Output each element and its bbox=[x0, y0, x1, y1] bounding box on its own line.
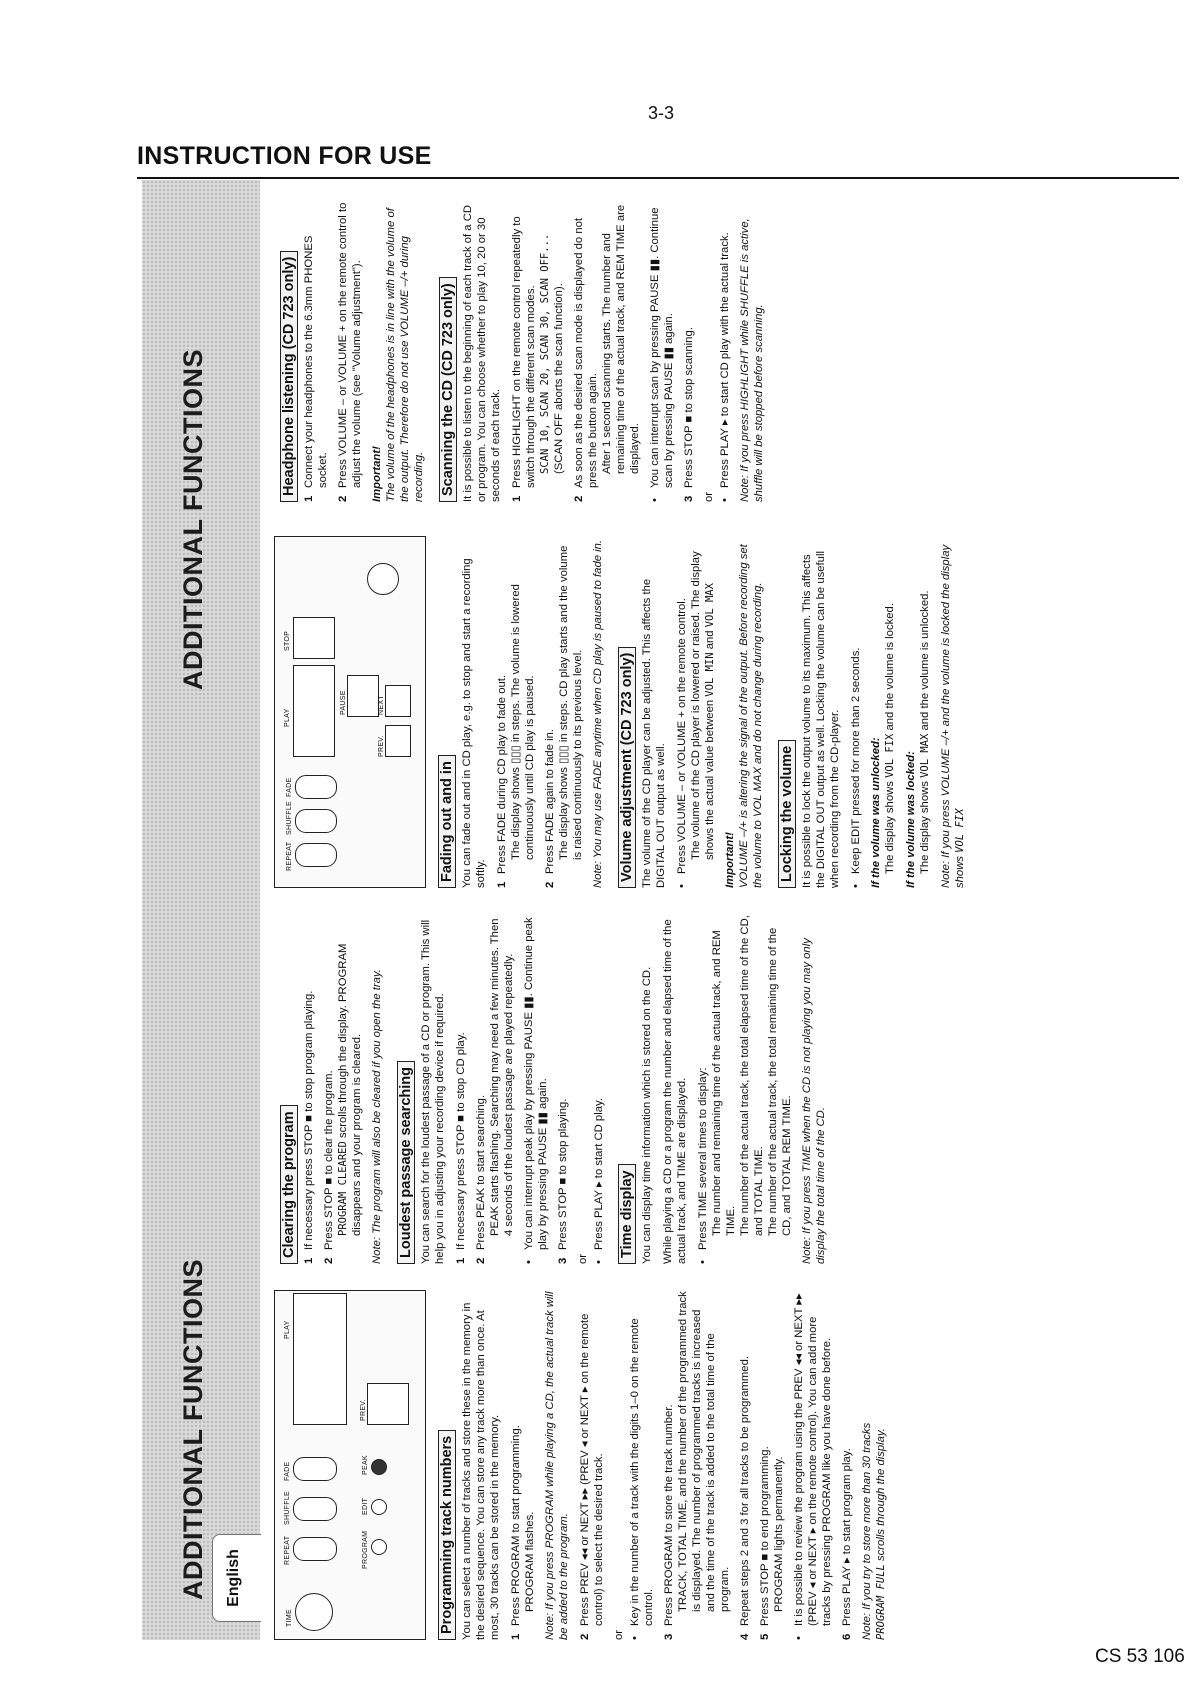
and-label: and bbox=[704, 630, 716, 650]
step-text: Press STOP ■ to end programming. bbox=[759, 1446, 771, 1626]
bullet-text: Press TIME several times to display: bbox=[697, 1067, 709, 1250]
heading-clearing: Clearing the program bbox=[280, 1105, 298, 1264]
label-prev: PREV. bbox=[360, 1399, 367, 1421]
headphone-important-heading: Important! bbox=[371, 446, 383, 502]
bullet-text: Keep EDIT pressed for more than 2 seconds. bbox=[850, 647, 862, 874]
programming-step-1 bbox=[509, 1290, 537, 1640]
lcd-vol-fix-note: VOL FIX bbox=[954, 808, 966, 853]
peak-button-icon bbox=[371, 1459, 387, 1475]
step-text: Repeat steps 2 and 3 for all tracks to be programmed. bbox=[739, 1355, 751, 1626]
time-intro: You can display time information which is stored on the CD. bbox=[641, 966, 653, 1264]
bullet-icon: • bbox=[676, 884, 688, 888]
heading-volume: Volume adjustment (CD 723 only) bbox=[618, 647, 636, 888]
volume-subtext: The volume of the CD player is lowered or raised. The display shows the actual value between bbox=[690, 551, 716, 860]
locking-unlocked-text: The display shows bbox=[884, 781, 896, 874]
lcd-program-cleared: PROGRAM CLEARED bbox=[337, 1141, 349, 1236]
bullet-icon: • bbox=[793, 1636, 805, 1640]
programming-intro: You can select a number of tracks and store these in the memory in the desired sequence. You can store any track more than once. At most, 30 tracks can be stored in the memory. bbox=[461, 1302, 501, 1640]
locking-locked-text: The display shows bbox=[919, 781, 931, 874]
label-play: PLAY bbox=[284, 1320, 291, 1339]
time-paragraph: While playing a CD or a program the number and elapsed time of the actual track, and TIME are displayed. bbox=[662, 919, 688, 1264]
bullet-icon: • bbox=[697, 1260, 709, 1264]
column-programming bbox=[274, 1290, 895, 1640]
page-number: 3-3 bbox=[648, 103, 675, 123]
edit-button-icon bbox=[371, 1499, 387, 1515]
fade-button-icon bbox=[295, 775, 337, 799]
lcd-vol-min: VOL MIN bbox=[704, 652, 716, 697]
time-line-2: The number of the actual track, the total elapsed time of the CD, and TOTAL TIME. bbox=[739, 915, 765, 1236]
step-number: 2 bbox=[323, 1257, 335, 1264]
stop-button-icon bbox=[293, 617, 335, 659]
note-end: scrolls through the display. bbox=[875, 1428, 887, 1561]
label-time: TIME bbox=[286, 1609, 293, 1627]
header-rule bbox=[137, 177, 1179, 179]
lcd-scan-modes: SCAN 10, SCAN 20, SCAN 30, SCAN OFF... bbox=[539, 233, 551, 474]
label-fade: FADE bbox=[284, 1461, 291, 1481]
fading-step-2 bbox=[543, 536, 585, 888]
clearing-step-1 bbox=[302, 912, 316, 1264]
bullet-icon: • bbox=[593, 1260, 605, 1264]
player-illustration-right bbox=[274, 536, 426, 888]
programming-step-2b bbox=[628, 1290, 656, 1640]
headphone-important-text: The volume of the headphones is in line with the volume of the output. Therefore do not use VOLUME –/+ during recording. bbox=[385, 208, 425, 502]
play-button-icon bbox=[293, 1293, 347, 1425]
step-subtext: PEAK starts flashing. Searching may need a few minutes. Then 4 seconds of the loudest passage are played repeatedly. bbox=[489, 918, 515, 1236]
bullet-text: You can interrupt peak play by pressing PAUSE ▮▮. Continue peak play by pressing PAUSE ▮▮ again. bbox=[523, 917, 549, 1250]
locking-bullet bbox=[849, 536, 863, 888]
label-program: PROGRAM bbox=[362, 1530, 369, 1569]
left-band-title: ADDITIONAL FUNCTIONS bbox=[178, 1259, 208, 1600]
manual-spread bbox=[142, 180, 1192, 1640]
player-illustration-left bbox=[274, 1290, 426, 1640]
left-section-band bbox=[142, 880, 260, 1640]
headphone-step-2 bbox=[336, 198, 364, 502]
scanning-pause-bullet bbox=[648, 198, 676, 502]
step-subtext: The display shows ▯▯▯ in steps. CD play starts and the volume is raised continuously to its previous level. bbox=[558, 545, 584, 860]
play-button-icon bbox=[293, 665, 335, 757]
scanning-intro: It is possible to listen to the beginning of each track of a CD or program. You can choose whether to play 10, 20 or 30 seconds of each track. bbox=[462, 204, 502, 502]
step-subtext: PROGRAM flashes. bbox=[524, 1511, 536, 1612]
bullet-text: Press PLAY ▸ to start CD play with the actual track. bbox=[719, 232, 731, 488]
time-button-icon bbox=[295, 1593, 333, 1631]
step-subtext: After 1 second scanning starts. The number and remaining time of the actual track, and REM TIME are displayed. bbox=[601, 204, 641, 474]
step-number: 3 bbox=[663, 1633, 675, 1640]
step-number: 4 bbox=[739, 1633, 751, 1640]
step-number: 2 bbox=[579, 1633, 591, 1640]
volume-important-heading: Important! bbox=[724, 832, 736, 888]
step-number: 2 bbox=[475, 1257, 487, 1264]
step-text: Press VOLUME – or VOLUME + on the remote control to adjust the volume (see "Volume adjustment"). bbox=[337, 202, 363, 488]
scanning-note: Note: If you press HIGHLIGHT while SHUFFLE is active, shuffle will be stopped before scanning. bbox=[739, 218, 765, 502]
step-subtext: TRACK, TOTAL TIME, and the number of the programmed track is displayed. The number of programmed tracks is increased and the time of the track is added to the total time of the program. bbox=[677, 1291, 731, 1612]
bullet-icon: • bbox=[629, 1636, 641, 1640]
step-text: Press FADE again to fade in. bbox=[544, 728, 556, 874]
step-number: 3 bbox=[557, 1257, 569, 1264]
bullet-text: It is possible to review the program using the PREV ◂◂ or NEXT ▸▸ (PREV ◂ or NEXT ▸ on the remote control). You can add more tracks by pressing PROGRAM like you have done before. bbox=[793, 1293, 833, 1626]
time-bullet bbox=[696, 912, 794, 1264]
volume-bullet bbox=[675, 536, 717, 888]
lcd-program-full: PROGRAM FULL bbox=[875, 1564, 887, 1640]
lcd-vol-max-locked: VOL MAX bbox=[919, 733, 931, 778]
step-number: 5 bbox=[759, 1633, 771, 1640]
step-text: Press STOP ■ to stop playing. bbox=[557, 1098, 569, 1250]
step-subtext: scrolls through the display. PROGRAM disappears and your program is cleared. bbox=[337, 943, 363, 1236]
column-clearing-peak-time bbox=[274, 912, 835, 1264]
step-number: 1 bbox=[455, 1257, 467, 1264]
step-text: Press PROGRAM to start programming. bbox=[510, 1425, 522, 1626]
heading-locking: Locking the volume bbox=[778, 740, 796, 888]
bullet-text: Key in the number of a track with the digits 1–0 on the remote control. bbox=[629, 1318, 655, 1626]
scanning-step-2 bbox=[572, 198, 642, 502]
right-band-title: ADDITIONAL FUNCTIONS bbox=[178, 349, 208, 690]
programming-step-3 bbox=[662, 1290, 732, 1640]
step-text: As soon as the desired scan mode is displayed do not press the button again. bbox=[573, 217, 599, 488]
bullet-text: You can interrupt scan by pressing PAUSE ▮▮. Continue scan by pressing PAUSE ▮▮ again. bbox=[649, 207, 675, 488]
step-number: 1 bbox=[496, 881, 508, 888]
time-line-1: The number and remaining time of the actual track, and REM TIME. bbox=[711, 930, 737, 1236]
lcd-vol-fix: VOL FIX bbox=[884, 733, 896, 778]
locking-intro: It is possible to lock the output volume to its maximum. This affects the DIGITAL OUT output as well. Locking the volume can be usefull when recording from the CD-player. bbox=[801, 551, 841, 888]
heading-headphone: Headphone listening (CD 723 only) bbox=[280, 251, 298, 502]
heading-programming: Programming track numbers bbox=[438, 1430, 456, 1640]
time-line-3: The number of the actual track, the total remaining time of the CD, and TOTAL REM TIME. bbox=[767, 927, 793, 1236]
step-subtext: PROGRAM lights permanently. bbox=[773, 1456, 785, 1612]
step-text: Press STOP ■ to clear the program. bbox=[323, 1070, 335, 1250]
locking-unlocked-heading: If the volume was unlocked: bbox=[870, 737, 882, 888]
step-number: 1 bbox=[510, 1633, 522, 1640]
step-text: Connect your headphones to the 6.3mm PHONES socket. bbox=[303, 235, 329, 488]
step-text: If necessary press STOP ■ to stop program playing. bbox=[303, 990, 315, 1250]
step-text: Press PREV ◂◂ or NEXT ▸▸ (PREV ◂ or NEXT ▸ on the remote control) to select the desired track. bbox=[579, 1313, 605, 1626]
label-repeat: REPEAT bbox=[286, 841, 293, 871]
fading-step-1 bbox=[495, 536, 537, 888]
loudest-step-2 bbox=[474, 912, 516, 1264]
headphone-step-1 bbox=[302, 198, 330, 502]
label-shuffle: SHUFFLE bbox=[284, 1491, 291, 1525]
scanning-step-3 bbox=[682, 198, 696, 502]
shuffle-button-icon bbox=[295, 809, 337, 833]
program-button-icon bbox=[371, 1539, 387, 1555]
repeat-button-icon bbox=[293, 1537, 337, 1561]
column-fade-volume-lock bbox=[274, 536, 974, 888]
volume-important-text: VOLUME –/+ is altering the signal of the output. Before recording set the volume to VOL MAX and do not change during recording. bbox=[738, 544, 764, 888]
scanning-step-1 bbox=[510, 198, 566, 502]
or-label: or bbox=[613, 1629, 625, 1640]
step-text: Press FADE during CD play to fade out. bbox=[496, 674, 508, 874]
label-next: NEXT bbox=[378, 695, 385, 715]
fading-intro: You can fade out and in CD play, e.g. to stop and start a recording softly. bbox=[461, 558, 487, 888]
loudest-pause-bullet bbox=[522, 912, 550, 1264]
heading-time-display: Time display bbox=[618, 1164, 636, 1264]
bullet-text: Press PLAY ▸ to start CD play. bbox=[593, 1098, 605, 1250]
phones-socket-icon bbox=[367, 563, 399, 595]
scan-off-text: (SCAN OFF aborts the scan function). bbox=[553, 283, 565, 474]
volume-intro: The volume of the CD player can be adjusted. This affects the DIGITAL OUT output as well. bbox=[641, 578, 667, 888]
step-text: Press PROGRAM to store the track number. bbox=[663, 1404, 675, 1626]
heading-loudest: Loudest passage searching bbox=[397, 1061, 415, 1264]
step-number: 1 bbox=[511, 495, 523, 502]
step-text: Press PLAY ▸ to start program play. bbox=[841, 1448, 853, 1626]
lcd-vol-max: VOL MAX bbox=[704, 583, 716, 628]
step-number: 1 bbox=[303, 1257, 315, 1264]
step-number: 1 bbox=[303, 495, 315, 502]
locking-note: Note: If you press VOLUME –/+ and the volume is locked the display shows bbox=[940, 544, 966, 888]
bullet-icon: • bbox=[649, 498, 661, 502]
loudest-intro: You can search for the loudest passage of a CD or program. This will help you in adjusting your recording device if required. bbox=[420, 919, 446, 1264]
fading-note: Note: You may use FADE anytime when CD play is paused to fade in. bbox=[592, 539, 604, 888]
prev-button-icon bbox=[367, 1383, 409, 1425]
step-text: Press STOP ■ to stop scanning. bbox=[683, 327, 695, 488]
shuffle-button-icon bbox=[293, 1497, 337, 1521]
locking-locked-heading: If the volume was locked: bbox=[905, 751, 917, 888]
programming-step-6 bbox=[840, 1290, 854, 1640]
repeat-button-icon bbox=[295, 843, 337, 867]
bullet-text: Press VOLUME – or VOLUME + on the remote control. bbox=[676, 598, 688, 874]
or-label: or bbox=[703, 491, 715, 502]
step-number: 2 bbox=[573, 495, 585, 502]
header-title: INSTRUCTION FOR USE bbox=[137, 142, 432, 170]
label-pause: PAUSE bbox=[340, 690, 347, 715]
loudest-play-bullet bbox=[592, 912, 606, 1264]
step-text: If necessary press STOP ■ to stop CD play. bbox=[455, 1032, 467, 1250]
bullet-icon: • bbox=[850, 884, 862, 888]
label-stop: STOP bbox=[284, 630, 291, 651]
left-language-tab: English bbox=[212, 1534, 261, 1622]
heading-fading: Fading out and in bbox=[438, 755, 456, 888]
clearing-note: Note: The program will also be cleared if you open the tray. bbox=[371, 969, 383, 1264]
step-number: 6 bbox=[841, 1633, 853, 1640]
label-play: PLAY bbox=[284, 708, 291, 727]
label-edit: EDIT bbox=[362, 1497, 369, 1515]
fade-button-icon bbox=[293, 1457, 337, 1481]
step-subtext: The display shows ▯▯▯ in steps. The volume is lowered continuously until CD play is paused. bbox=[510, 584, 536, 860]
or-label: or bbox=[577, 1253, 589, 1264]
programming-step-5 bbox=[758, 1290, 786, 1640]
right-section-band bbox=[142, 180, 260, 880]
label-prev: PREV. bbox=[378, 735, 385, 757]
programming-note-1: Note: If you press PROGRAM while playing a CD, the actual track will be added to the program. bbox=[544, 1291, 570, 1640]
label-fade: FADE bbox=[286, 777, 293, 797]
step-number: 3 bbox=[683, 495, 695, 502]
column-headphone-scan bbox=[274, 198, 773, 502]
locking-unlocked-end: and the volume is locked. bbox=[884, 603, 896, 731]
scanning-play-bullet bbox=[718, 198, 732, 502]
bullet-icon: • bbox=[719, 498, 731, 502]
heading-scanning: Scanning the CD (CD 723 only) bbox=[439, 277, 457, 502]
document-code: CS 53 106 bbox=[1095, 1646, 1185, 1667]
step-number: 2 bbox=[544, 881, 556, 888]
bullet-icon: • bbox=[523, 1260, 535, 1264]
programming-step-2 bbox=[578, 1290, 606, 1640]
label-shuffle: SHUFFLE bbox=[286, 801, 293, 835]
programming-review-bullet bbox=[792, 1290, 834, 1640]
time-note: Note: If you press TIME when the CD is not playing you may only display the total time of the CD. bbox=[801, 938, 827, 1264]
programming-step-4 bbox=[738, 1290, 752, 1640]
step-text: Press PEAK to start searching. bbox=[475, 1094, 487, 1250]
label-repeat: REPEAT bbox=[284, 1535, 291, 1565]
programming-note-2 bbox=[860, 1290, 888, 1640]
loudest-step-1 bbox=[454, 912, 468, 1264]
clearing-step-2 bbox=[322, 912, 364, 1264]
step-number: 2 bbox=[337, 495, 349, 502]
label-peak: PEAK bbox=[362, 1455, 369, 1475]
note-text: Note: If you try to store more than 30 tracks bbox=[861, 1422, 873, 1640]
locking-locked-end: and the volume is unlocked. bbox=[919, 590, 931, 731]
loudest-step-3 bbox=[556, 912, 570, 1264]
step-text: Press HIGHLIGHT on the remote control repeatedly to switch through the different scan modes. bbox=[511, 216, 537, 488]
